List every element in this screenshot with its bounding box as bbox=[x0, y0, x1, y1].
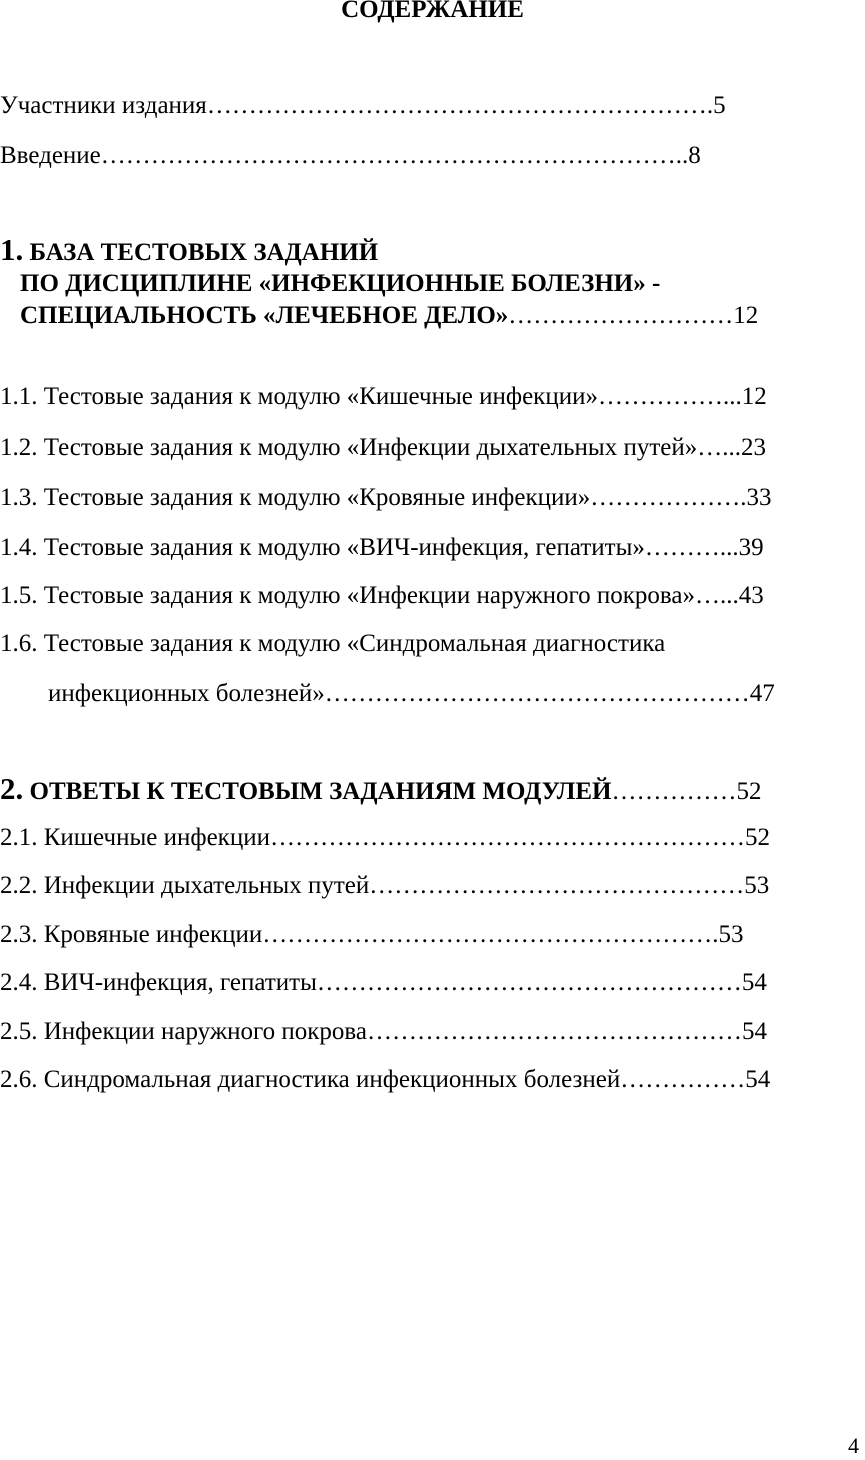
toc-entry-text: Тестовые задания к модулю «Синдромальная диагностика bbox=[43, 630, 666, 657]
toc-entry-number: 2.6. bbox=[0, 1066, 38, 1093]
toc-page-ref: 8 bbox=[688, 142, 701, 169]
toc-entry-number: 2.1. bbox=[0, 824, 38, 851]
toc-entry-introduction[interactable] bbox=[0, 140, 865, 172]
toc-leader-dots: …………………………………………………………….. bbox=[100, 142, 689, 169]
toc-entry-text: инфекционных болезней» bbox=[48, 680, 325, 707]
toc-entry-text: Введение bbox=[0, 142, 101, 169]
toc-entry-text: Инфекции наружного покрова bbox=[43, 1018, 367, 1045]
toc-entry-text: Кишечные инфекции bbox=[43, 824, 270, 851]
toc-leader-dots: ….. bbox=[694, 582, 733, 609]
toc-page-ref: 53 bbox=[744, 872, 770, 899]
toc-page-ref: 54 bbox=[741, 1018, 767, 1045]
toc-entry-2-5[interactable] bbox=[0, 1016, 865, 1048]
toc-page-ref: 12 bbox=[733, 302, 759, 329]
toc-page-ref: .39 bbox=[732, 534, 764, 561]
toc-leader-dots: …………… bbox=[620, 1066, 746, 1093]
section-1-heading-line-2 bbox=[0, 268, 865, 300]
section-heading-text: СПЕЦИАЛЬНОСТЬ «ЛЕЧЕБНОЕ ДЕЛО» bbox=[20, 302, 509, 329]
toc-page-ref: 54 bbox=[745, 1066, 771, 1093]
toc-entry-1-6-line-2[interactable] bbox=[0, 678, 865, 710]
toc-entry-number: 2.4. bbox=[0, 969, 38, 996]
toc-entry-text: Тестовые задания к модулю «Кровяные инфекции» bbox=[43, 484, 591, 511]
toc-entry-number: 1.4. bbox=[0, 534, 38, 561]
toc-entry-text: Инфекции дыхательных путей bbox=[43, 872, 370, 899]
toc-leader-dots: ………………………………………………… bbox=[269, 824, 745, 851]
toc-page-ref: .12 bbox=[735, 383, 767, 410]
toc-page-ref: 53 bbox=[718, 921, 744, 948]
section-2-heading[interactable] bbox=[0, 773, 865, 805]
toc-entry-text: Участники издания bbox=[0, 92, 207, 119]
toc-entry-1-2[interactable] bbox=[0, 432, 865, 464]
section-heading-text: ПО ДИСЦИПЛИНЕ «ИНФЕКЦИОННЫЕ БОЛЕЗНИ» - bbox=[20, 270, 661, 297]
toc-leader-dots: ……………………………………… bbox=[369, 872, 745, 899]
toc-entry-text: Тестовые задания к модулю «Кишечные инфекции» bbox=[43, 383, 598, 410]
toc-leader-dots: ………………. bbox=[590, 484, 747, 511]
toc-leader-dots: …………….. bbox=[597, 383, 736, 410]
toc-leader-dots: ……………………………………………………. bbox=[206, 92, 714, 119]
section-number: 1. bbox=[0, 234, 24, 266]
toc-page-ref: 47 bbox=[749, 680, 775, 707]
toc-page-ref: .43 bbox=[732, 582, 764, 609]
toc-leader-dots: ……….. bbox=[644, 534, 733, 561]
toc-entry-text: ВИЧ-инфекция, гепатиты bbox=[43, 969, 317, 996]
toc-entry-text: Тестовые задания к модулю «Инфекции дыхательных путей» bbox=[43, 434, 698, 461]
toc-entry-number: 2.3. bbox=[0, 921, 38, 948]
toc-entry-participants[interactable] bbox=[0, 90, 865, 122]
toc-leader-dots: ………………………………………………. bbox=[262, 921, 719, 948]
toc-entry-1-4[interactable] bbox=[0, 532, 865, 564]
section-1-heading-line-3[interactable] bbox=[0, 300, 865, 332]
page-title: СОДЕРЖАНИЕ bbox=[341, 0, 524, 23]
toc-entry-1-5[interactable] bbox=[0, 580, 865, 612]
toc-entry-2-2[interactable] bbox=[0, 870, 865, 902]
toc-page-ref: 54 bbox=[741, 969, 767, 996]
toc-entry-1-1[interactable] bbox=[0, 381, 865, 413]
toc-entry-text: Синдромальная диагностика инфекционных болезней bbox=[43, 1066, 621, 1093]
toc-leader-dots: …………… bbox=[611, 778, 737, 805]
section-number: 2. bbox=[0, 773, 24, 805]
toc-entry-number: 2.2. bbox=[0, 872, 38, 899]
toc-entry-1-6-line-1[interactable] bbox=[0, 628, 865, 660]
toc-entry-1-3[interactable] bbox=[0, 482, 865, 514]
toc-entry-text: Кровяные инфекции bbox=[43, 921, 263, 948]
toc-entry-number: 1.6. bbox=[0, 630, 38, 657]
section-heading-text: БАЗА ТЕСТОВЫХ ЗАДАНИЙ bbox=[29, 239, 379, 266]
toc-leader-dots: ….. bbox=[697, 434, 735, 461]
toc-entry-number: 1.1. bbox=[0, 383, 38, 410]
toc-leader-dots: …………………………………………… bbox=[324, 680, 750, 707]
page-number: 4 bbox=[848, 1433, 859, 1458]
toc-entry-2-3[interactable] bbox=[0, 919, 865, 951]
toc-page-ref: 52 bbox=[736, 778, 762, 805]
toc-leader-dots: ……………………… bbox=[508, 302, 734, 329]
toc-entry-number: 1.3. bbox=[0, 484, 38, 511]
toc-page-ref: 5 bbox=[713, 92, 726, 119]
toc-page-ref: 52 bbox=[744, 824, 770, 851]
section-heading-text: ОТВЕТЫ К ТЕСТОВЫМ ЗАДАНИЯМ МОДУЛЕЙ bbox=[29, 778, 612, 805]
toc-entry-2-1[interactable] bbox=[0, 822, 865, 854]
toc-leader-dots: …………………………………………… bbox=[316, 969, 742, 996]
toc-page-ref: 33 bbox=[746, 484, 772, 511]
section-1-heading-line-1[interactable] bbox=[0, 234, 865, 266]
toc-page-ref: .23 bbox=[734, 434, 766, 461]
toc-entry-number: 2.5. bbox=[0, 1018, 38, 1045]
toc-entry-text: Тестовые задания к модулю «Инфекции наружного покрова» bbox=[43, 582, 695, 609]
toc-entry-2-6[interactable] bbox=[0, 1064, 865, 1096]
toc-entry-number: 1.5. bbox=[0, 582, 38, 609]
toc-entry-text: Тестовые задания к модулю «ВИЧ-инфекция, гепатиты» bbox=[43, 534, 645, 561]
toc-entry-number: 1.2. bbox=[0, 434, 38, 461]
toc-leader-dots: ……………………………………… bbox=[366, 1018, 742, 1045]
toc-entry-2-4[interactable] bbox=[0, 967, 865, 999]
